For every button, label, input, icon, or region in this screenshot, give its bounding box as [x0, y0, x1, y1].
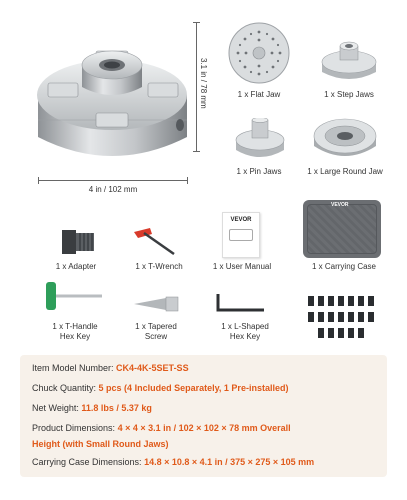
spec-weight-value: 11.8 lbs / 5.37 kg [81, 403, 152, 413]
specifications-panel [20, 355, 387, 477]
t-handle-caption-line2: Hex Key [59, 332, 91, 341]
spec-dimensions [32, 423, 291, 433]
tapered-screw-caption-line2: Screw [144, 332, 168, 341]
t-wrench-image [130, 224, 182, 260]
width-dimension-label: 4 in / 102 mm [88, 185, 138, 194]
step-jaws-caption: 1 x Step Jaws [324, 90, 374, 99]
user-manual-caption: 1 x User Manual [212, 262, 272, 271]
flat-jaw-image [226, 20, 292, 86]
flat-jaw-caption: 1 x Flat Jaw [237, 90, 281, 99]
spec-dimensions-label: Product Dimensions: [32, 423, 116, 433]
spec-weight-label: Net Weight: [32, 403, 79, 413]
t-handle-caption-line1: 1 x T-Handle [52, 322, 98, 331]
step-jaws-image [318, 40, 380, 84]
manual-brand-logo: VEVOR [230, 217, 252, 223]
l-shaped-hex-key-image [212, 290, 268, 316]
tapered-screw-image [130, 292, 182, 316]
pin-jaws-caption: 1 x Pin Jaws [236, 167, 282, 176]
manual-illustration [229, 229, 253, 241]
spec-chuck-qty-label: Chuck Quantity: [32, 383, 97, 393]
large-round-jaw-image [310, 110, 380, 165]
spec-weight [32, 403, 152, 413]
large-round-jaw-caption: 1 x Large Round Jaw [307, 167, 383, 176]
spec-model-label: Item Model Number: [32, 363, 114, 373]
l-hex-key-caption-line2: Hex Key [229, 332, 261, 341]
l-hex-key-caption-line1: 1 x L-Shaped [221, 322, 269, 331]
spec-model-value: CK4-4K-5SET-SS [116, 363, 189, 373]
spec-model [32, 363, 189, 373]
case-texture [307, 204, 377, 254]
spec-case-dimensions-label: Carrying Case Dimensions: [32, 457, 142, 467]
spec-chuck-qty-value: 5 pcs (4 Included Separately, 1 Pre-installed) [98, 383, 289, 393]
screws-set-image [304, 292, 380, 340]
spec-dimensions-value-2: Height (with Small Round Jaws) [32, 439, 169, 449]
spec-dimensions-value-1: 4 × 4 × 3.1 in / 102 × 102 × 78 mm Overall [117, 423, 291, 433]
user-manual-image [222, 212, 260, 258]
width-dimension-line [38, 180, 188, 181]
spec-chuck-qty [32, 383, 288, 393]
adapter-image [58, 226, 98, 258]
spec-case-dimensions-value: 14.8 × 10.8 × 4.1 in / 375 × 275 × 105 mm [144, 457, 315, 467]
t-wrench-caption: 1 x T-Wrench [135, 262, 183, 271]
main-chuck-image [30, 25, 195, 175]
spec-dimensions-continued [32, 439, 169, 449]
spec-case-dimensions [32, 457, 314, 467]
adapter-caption: 1 x Adapter [55, 262, 97, 271]
carrying-case-caption: 1 x Carrying Case [311, 262, 377, 271]
t-handle-hex-key-image [44, 278, 106, 314]
height-dimension-label: 3.1 in / 78 mm [199, 58, 208, 109]
carrying-case-image [303, 200, 381, 258]
height-dimension-line [196, 22, 197, 152]
pin-jaws-image [232, 118, 288, 162]
tapered-screw-caption-line1: 1 x Tapered [135, 322, 177, 331]
case-brand-logo: VEVOR [331, 202, 349, 208]
